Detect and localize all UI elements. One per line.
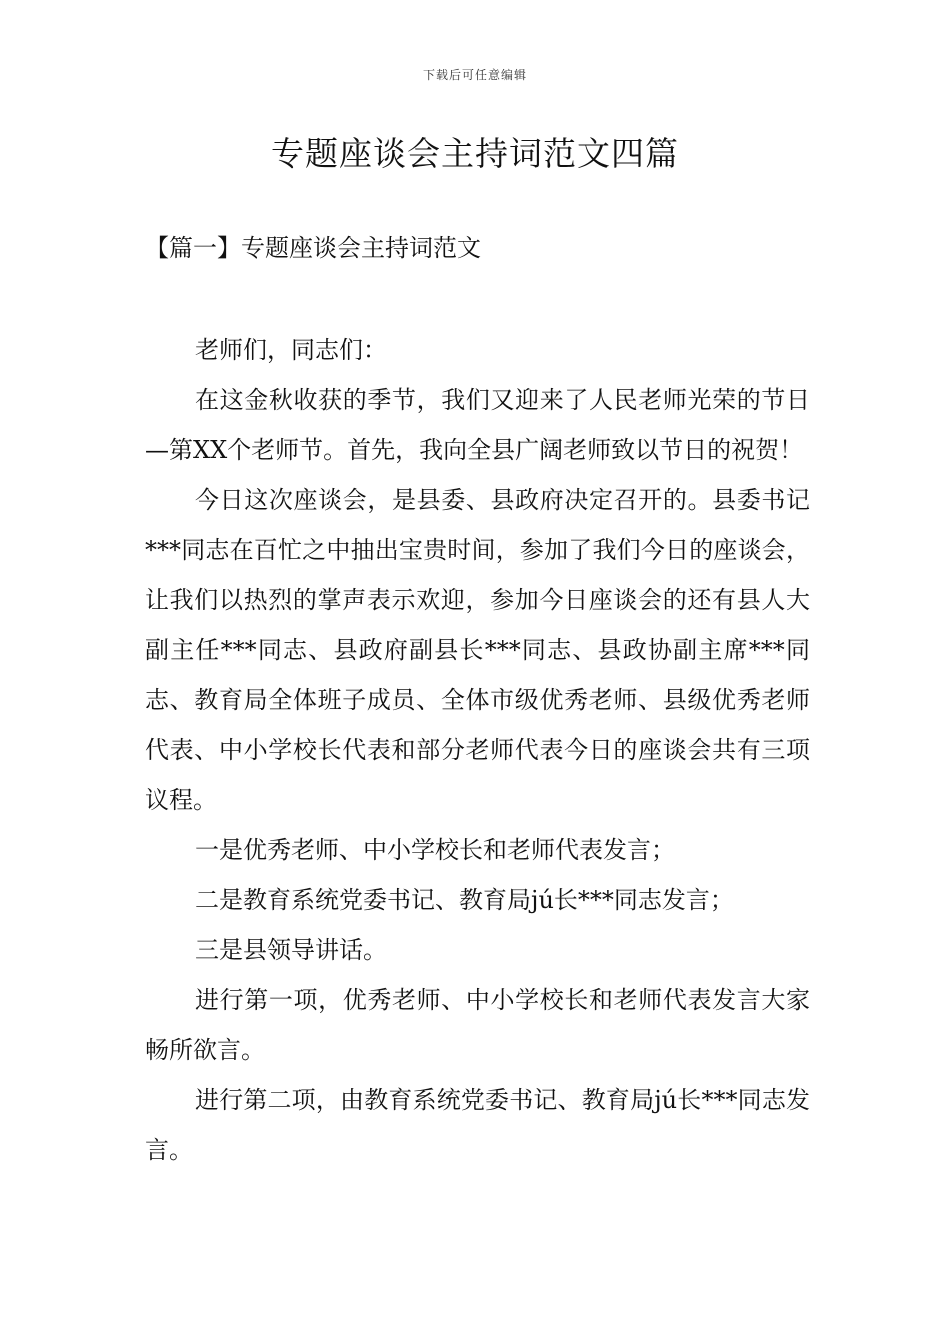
agenda-item: 三是县领导讲话。 [195,936,387,964]
section-heading: 【篇一】专题座谈会主持词范文 [145,234,481,262]
document-body [145,325,810,1175]
header-note: 下载后可任意编辑 [422,68,527,82]
agenda-item: 二是教育系统党委书记、教育局jú长***同志发言； [195,886,734,914]
document-title: 专题座谈会主持词范文四篇 [271,134,679,173]
paragraph: 进行第一项，优秀老师、中小学校长和老师代表发言大家畅所欲言。 [145,986,810,1064]
agenda-item: 一是优秀老师、中小学校长和老师代表发言； [195,836,675,864]
paragraph-greeting: 老师们，同志们： [195,336,387,364]
paragraph: 今日这次座谈会，是县委、县政府决定召开的。县委书记***同志在百忙之中抽出宝贵时间，参加了我们今日的座谈会，让我们以热烈的掌声表示欢迎，参加今日座谈会的还有县人大副主任***同志、县政府副县长***同志、县政协副主席***同志、教育局全体班子成员、全体市级优秀老师、县级优秀老师代表、中小学校长代表和部分老师代表今日的座谈会共有三项议程。 [145,486,810,814]
paragraph: 进行第二项，由教育系统党委书记、教育局jú长***同志发言。 [145,1086,810,1164]
paragraph: 在这金秋收获的季节，我们又迎来了人民老师光荣的节日—第XX个老师节。首先，我向全县广阔老师致以节日的祝贺！ [145,386,810,464]
